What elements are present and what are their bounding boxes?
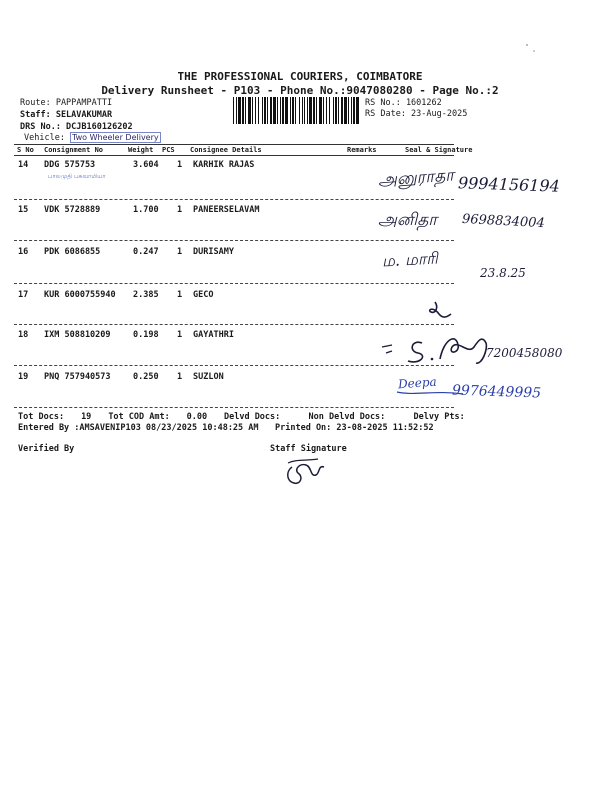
row-consignment: PDK 6086855 [44, 247, 101, 257]
row-sno: 18 [18, 330, 29, 340]
row-sno: 15 [18, 205, 29, 215]
col-remarks: Remarks [347, 146, 377, 154]
vehicle-stamp: Two Wheeler Delivery [72, 133, 159, 142]
row-consignee: GECO [193, 290, 214, 300]
signature-row19-underline [395, 386, 465, 398]
row-consignment: KUR 6000755940 [44, 290, 116, 300]
row-divider [14, 240, 454, 241]
signature-row19-phone: 9976449995 [451, 382, 542, 402]
rs-number: RS No.: 1601262 [365, 98, 442, 108]
row-consignee: KARHIK RAJAS [193, 160, 255, 170]
row-weight: 3.604 [133, 160, 159, 170]
col-weight: Weight [128, 146, 154, 154]
staff-label: Staff: SELAVAKUMAR [20, 110, 113, 120]
row-consignee: PANEERSELAVAM [193, 205, 260, 215]
row-pcs: 1 [177, 330, 183, 340]
col-consignment: Consignment No [44, 146, 104, 154]
row-consignee: SUZLON [193, 372, 224, 382]
row-consignment: PNQ 757940573 [44, 372, 111, 382]
row-weight: 2.385 [133, 290, 159, 300]
signature-row18-phone: 7200458080 [486, 346, 563, 360]
drs-number: DRS No.: DCJB160126202 [20, 122, 133, 132]
signature-row15-phone: 9698834004 [461, 211, 546, 232]
scan-specks [525, 42, 537, 54]
row-pcs: 1 [177, 372, 183, 382]
col-pcs: PCS [162, 146, 175, 154]
row-pcs: 1 [177, 247, 183, 257]
row-consignee: DURISAMY [193, 247, 234, 257]
row-sno: 17 [18, 290, 29, 300]
row-sno: 19 [18, 372, 29, 382]
signature-row19-name: Deepa [397, 374, 438, 392]
row-pcs: 1 [177, 205, 183, 215]
row-consignment: IXM 508810209 [44, 330, 111, 340]
entered-by: Entered By :AMSAVENIP103 08/23/2025 10:48:25 AM [18, 423, 259, 433]
staff-signature-mark [282, 455, 330, 489]
row-consignment: DDG 575753 [44, 160, 96, 170]
row-sno: 16 [18, 247, 29, 257]
row-consignee: GAYATHRI [193, 330, 234, 340]
company-name: THE PROFESSIONAL COURIERS, COIMBATORE [177, 70, 423, 83]
row-divider [14, 407, 454, 408]
col-sno: S No [17, 146, 34, 154]
runsheet-title: Delivery Runsheet - P103 - Phone No.:9047080280 - Page No.:2 [101, 84, 499, 97]
header-bottom-rule [14, 155, 454, 156]
header-top-rule [14, 144, 454, 145]
tot-docs-value: 19 [81, 412, 92, 422]
vehicle-label: Vehicle: Two Wheeler Delivery [24, 133, 159, 143]
row-divider [14, 283, 454, 284]
signature-row16-name: ம. மாரி [381, 248, 439, 271]
cod-value: 0.00 [186, 412, 208, 422]
signature-row15-name: அனிதா [378, 210, 438, 230]
signature-row16-date: 23.8.25 [480, 266, 526, 280]
route-label: Route: PAPPAMPATTI [20, 98, 113, 108]
signature-row17-mark [425, 300, 455, 326]
signature-row14-name: அனுராதா [377, 165, 455, 191]
rs-date: RS Date: 23-Aug-2025 [365, 109, 468, 119]
totals-line: Tot Docs: 19 Tot COD Amt: 0.00 Delvd Docs: Non Delvd Docs: Delvy Pts: [18, 412, 465, 422]
row-pcs: 1 [177, 160, 183, 170]
printed-on: Printed On: 23-08-2025 11:52:52 [275, 423, 434, 433]
col-seal-signature: Seal & Signature [405, 146, 473, 154]
barcode-image [233, 97, 360, 124]
row-divider [14, 199, 454, 200]
row-weight: 0.198 [133, 330, 159, 340]
verified-by-label: Verified By [18, 444, 75, 454]
row-weight: 0.247 [133, 247, 159, 257]
row-pcs: 1 [177, 290, 183, 300]
row-sno: 14 [18, 160, 29, 170]
row-consignment: VDK 5728889 [44, 205, 101, 215]
row-note-handwriting: பாலமுதி பசுவாமியா [48, 173, 106, 180]
row-weight: 1.700 [133, 205, 159, 215]
signature-row14-phone: 9994156194 [457, 173, 561, 196]
row-weight: 0.250 [133, 372, 159, 382]
col-consignee: Consignee Details [190, 146, 262, 154]
staff-signature-label: Staff Signature [270, 444, 347, 454]
